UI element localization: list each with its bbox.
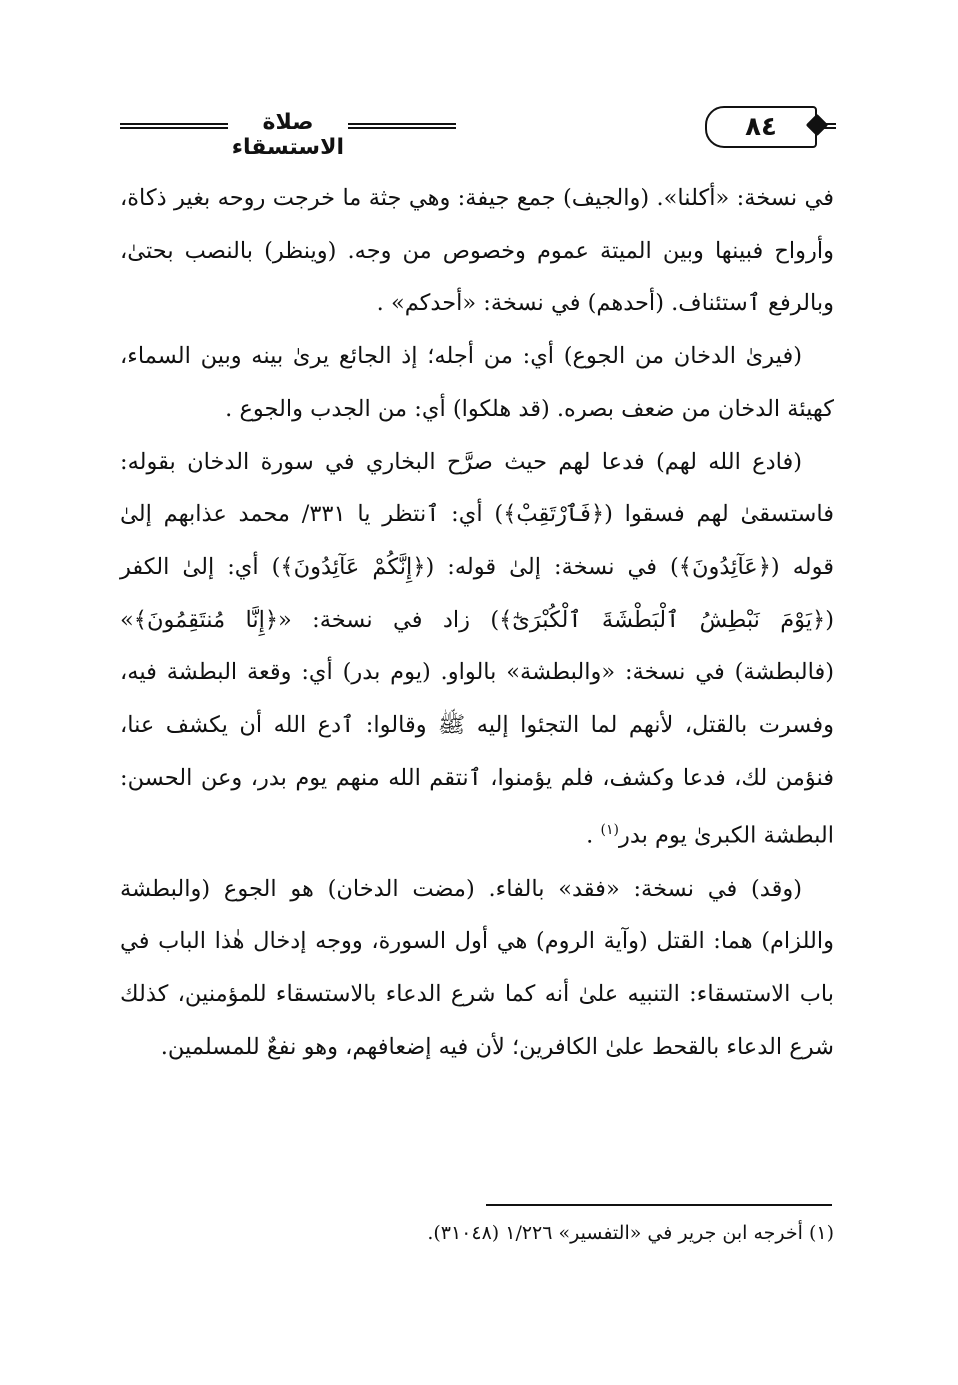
footnote: (١) أخرجه ابن جرير في «التفسير» ١/٢٢٦ (٣١٠٤٨). (427, 1222, 834, 1244)
header-rule-left (120, 123, 228, 129)
page-header (120, 104, 836, 160)
paragraph-4: (وقد) في نسخة: «فقد» بالفاء. (مضت الدخان) هو الجوع (والبطشة واللزام) هما: القتل (وآية الروم) هي أول السورة، ووجه إدخال هٰذا الباب في باب الاستسقاء: التنبيه علىٰ أنه كما شرع الدعاء بالاستسقاء للمؤمنين، كذلك شرع الدعاء بالقحط علىٰ الكافرين؛ لأن فيه إضعافهم، وهو نفعٌ للمسلمين. (120, 875, 834, 1060)
paragraph-1: في نسخة: «أكلنا». (والجيف) جمع جيفة: وهي جثة ما خرجت روحه بغير ذكاة، وأرواح فبينها وبين الميتة عموم وخصوص من وجه. (وينظر) بالنصب بحتىٰ، وبالرفع ٱستئناف. (أحدهم) في نسخة: «أحدكم» . (120, 185, 834, 317)
main-text (120, 172, 834, 1073)
page-number-badge (705, 106, 817, 148)
chapter-title: صلاة الاستسقاء (231, 110, 344, 160)
page-number: ٨٤ (745, 112, 777, 142)
footnote-separator (486, 1204, 832, 1206)
paragraph-3-end: . (586, 822, 601, 849)
paragraph-3-text: (فادع الله لهم) فدعا لهم حيث صرَّح البخاري في سورة الدخان بقوله: فاستسقىٰ لهم فسقوا (﴿فَٱرْتَقِبْ﴾) أي: ٱنتظر يا ٣٣١/ محمد عذابهم إلىٰ قوله (﴿عَآئِدُونَ﴾) في نسخة: إلىٰ قوله: (﴿إِنَّكُمْ عَآئِدُونَ﴾) أي: إلىٰ الكفر (﴿يَوْمَ نَبْطِشُ ٱلْبَطْشَةَ ٱلْكُبْرَىٰٓ﴾) زاد في نسخة: «﴿إِنَّا مُنتَقِمُونَ﴾» (فالبطشة) في نسخة: «والبطشة» بالواو. (يوم بدر) أي: وقعة البطشة فيه، وفسرت بالقتل، لأنهم لما التجئوا إليه ﷺ وقالوا: ٱدع الله أن يكشف عنا، فنؤمن لك، فدعا وكشف، فلم يؤمنوا، ٱنتقم الله منهم يوم بدر، وعن الحسن: البطشة الكبرىٰ يوم بدر (120, 448, 834, 849)
footnote-reference: (١) (600, 822, 619, 839)
header-rule-right (820, 123, 836, 129)
header-rule-middle (348, 123, 456, 129)
paragraph-2: (فيرىٰ الدخان من الجوع) أي: من أجله؛ إذ الجائع يرىٰ بينه وبين السماء، كهيئة الدخان من ضعف بصره. (قد هلكوا) أي: من الجدب والجوع . (120, 343, 834, 422)
paragraph-3 (120, 436, 834, 863)
